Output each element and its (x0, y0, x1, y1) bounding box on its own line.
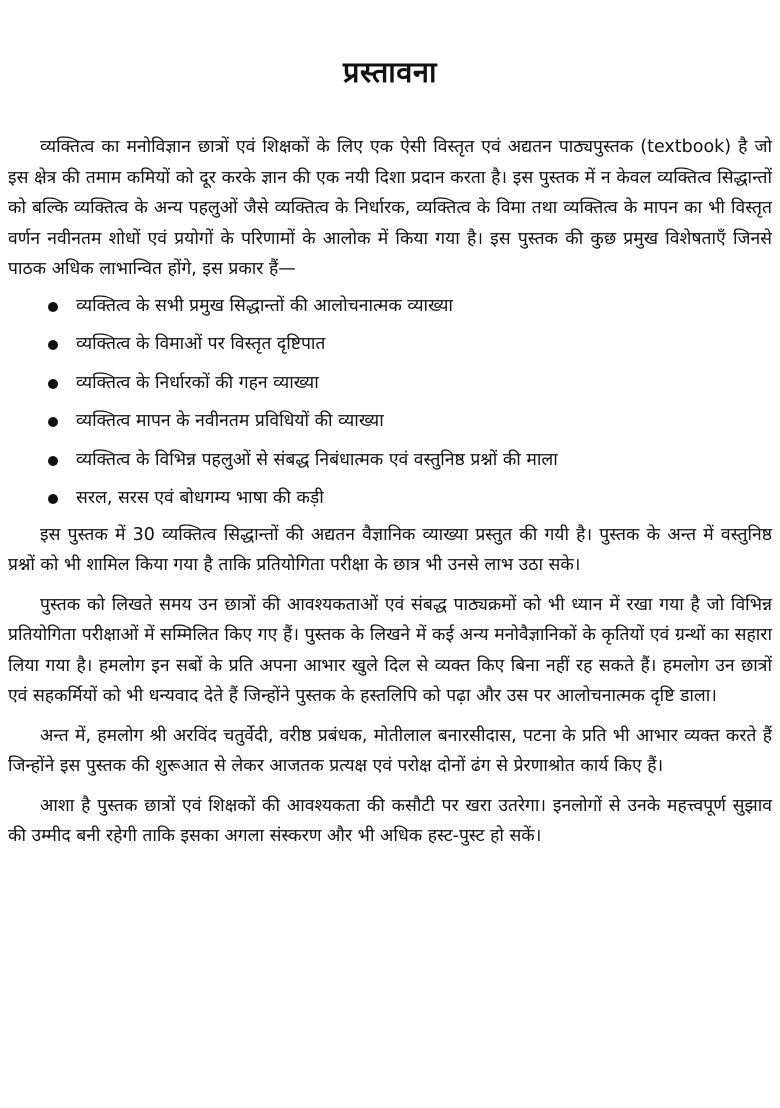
features-list (8, 287, 772, 518)
list-item-text: व्यक्तित्व के सभी प्रमुख सिद्धान्तों की आलोचनात्मक व्याख्या (76, 295, 453, 316)
list-item (8, 479, 772, 518)
list-item (8, 441, 772, 480)
acknowledgement-paragraph: पुस्तक को लिखते समय उन छात्रों की आवश्यकताओं एवं संबद्ध पाठ्यक्रमों को भी ध्यान में रखा गया है जो विभिन्न प्रतियोगिता परीक्षाओं में सम्मिलित किए गए हैं। पुस्तक के लिखने में कई अन्य मनोवैज्ञानिकों के कृतियों एवं ग्रन्थों का सहारा लिया गया है। हमलोग इन सबों के प्रति अपना आभार खुले दिल से व्यक्त किए बिना नहीं रह सकते हैं। हमलोग उन छात्रों एवं सहकर्मियों को भी धन्यवाद देते हैं जिन्होंने पुस्तक के हस्तलिपि को पढ़ा और उस पर आलोचनात्मक दृष्टि डाला। (8, 594, 772, 706)
list-item-text: सरल, सरस एवं बोधगम्य भाषा की कड़ी (76, 488, 324, 508)
bullet-icon (48, 417, 58, 427)
list-item-text: व्यक्तित्व के विभिन्न पहलुओं से संबद्ध निबंधात्मक एवं वस्तुनिष्ठ प्रश्नों की माला (76, 449, 558, 470)
bullet-icon (48, 340, 58, 350)
list-item-text: व्यक्तित्व के निर्धारकों की गहन व्याख्या (76, 372, 319, 393)
list-item-text: व्यक्तित्व मापन के नवीनतम प्रविधियों की व्याख्या (76, 411, 384, 431)
closing-paragraph: आशा है पुस्तक छात्रों एवं शिक्षकों की आवश्यकता की कसौटी पर खरा उतरेगा। इनलोगों से उनके महत्त्वपूर्ण सुझाव की उम्मीद बनी रहेगी ताकि इसका अगला संस्करण और भी अधिक हस्ट-पुस्ट हो सकें। (8, 795, 772, 846)
bullet-icon (48, 379, 58, 389)
list-item (8, 325, 772, 364)
list-item (8, 287, 772, 326)
bullet-icon (48, 456, 58, 466)
intro-paragraph: व्यक्तित्व का मनोविज्ञान छात्रों एवं शिक्षकों के लिए एक ऐसी विस्तृत एवं अद्यतन पाठ्यपुस्तक (textbook) है जो इस क्षेत्र की तमाम कमियों को दूर करके ज्ञान की एक नयी दिशा प्रदान करता है। इस पुस्तक में न केवल व्यक्तित्व सिद्धान्तों को बल्कि व्यक्तित्व के अन्य पहलुओं जैसे व्यक्तित्व के निर्धारक, व्यक्तित्व के विमा तथा व्यक्तित्व के मापन का भी विस्तृत वर्णन नवीनतम शोधों एवं प्रयोगों के परिणामों के आलोक में किया गया है। इस पुस्तक की कुछ प्रमुख विशेषताएँ जिनसे पाठक अधिक लाभान्वित होंगे, इस प्रकार हैं— (8, 137, 772, 279)
bullet-icon (48, 302, 58, 312)
list-item (8, 364, 772, 403)
list-item (8, 402, 772, 441)
bullet-icon (48, 494, 58, 504)
page-title: प्रस्तावना (342, 55, 438, 89)
thanks-paragraph: अन्त में, हमलोग श्री अरविंद चतुर्वेदी, वरीष्ठ प्रबंधक, मोतीलाल बनारसीदास, पटना के प्रति भी आभार व्यक्त करते हैं जिन्होंने इस पुस्तक की शुरूआत से लेकर आजतक प्रत्यक्ष एवं परोक्ष दोनों ढंग से प्रेरणाश्रोत कार्य किए हैं। (8, 725, 772, 776)
features-list-container (8, 287, 772, 518)
list-item-text: व्यक्तित्व के विमाओं पर विस्तृत दृष्टिपात (76, 334, 326, 354)
content-paragraph: इस पुस्तक में 30 व्यक्तित्व सिद्धान्तों की अद्यतन वैज्ञानिक व्याख्या प्रस्तुत की गयी है। पुस्तक के अन्त में वस्तुनिष्ठ प्रश्नों को भी शामिल किया गया है ताकि प्रतियोगिता परीक्षा के छात्र भी उनसे लाभ उठा सके। (8, 524, 772, 575)
